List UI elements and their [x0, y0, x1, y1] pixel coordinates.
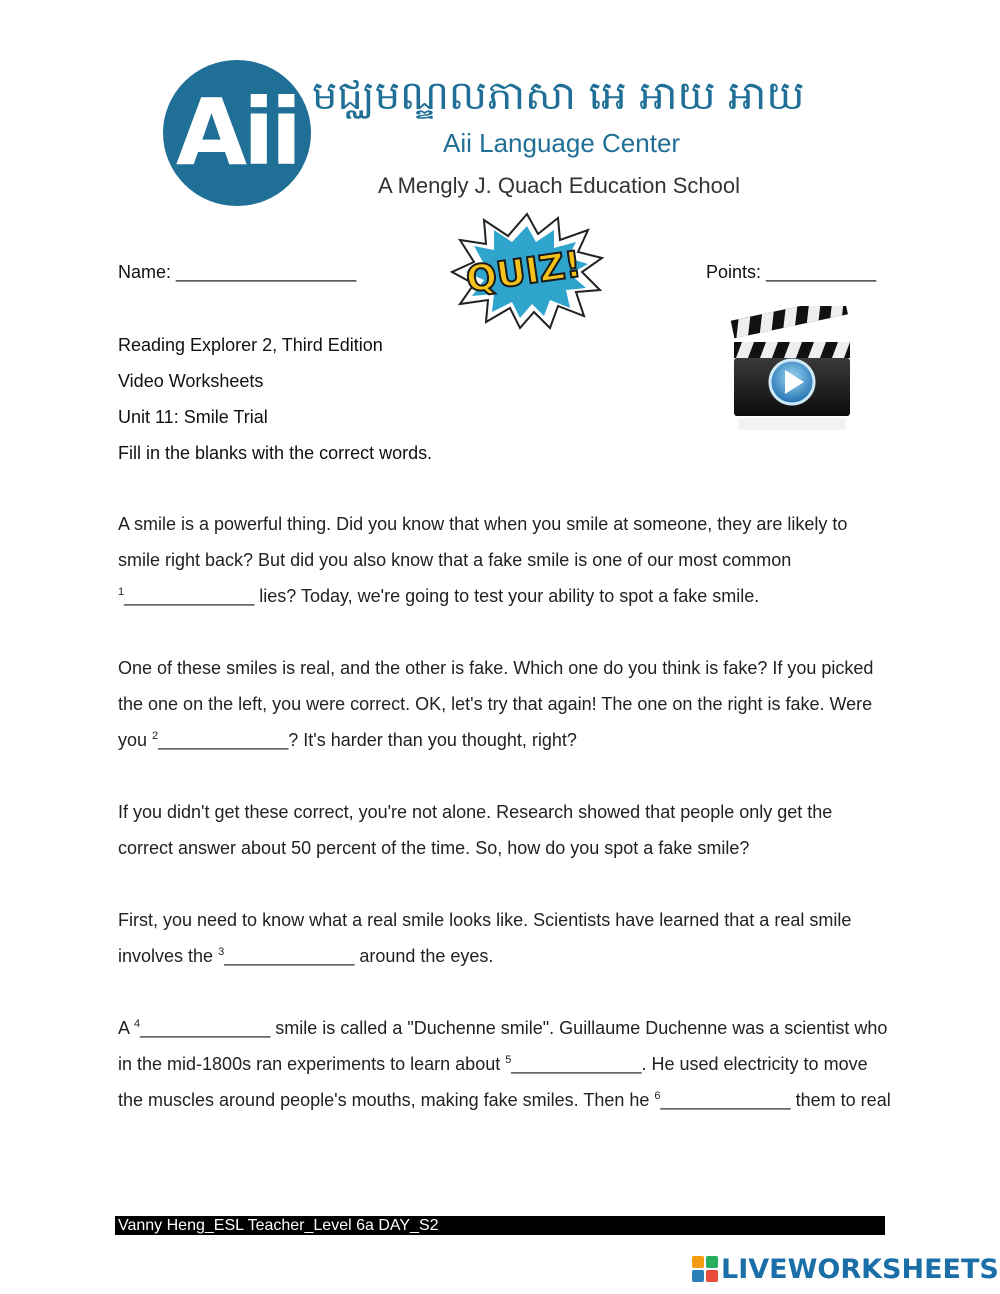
- blank-4-line[interactable]: _____________ smile is called a "Duchenne smile". Guillaume Duchenne was a scientist who: [140, 1018, 888, 1038]
- text-line: First, you need to know what a real smile looks like. Scientists have learned that a real smile: [118, 910, 852, 930]
- blank-3-line[interactable]: _____________ around the eyes.: [224, 946, 494, 966]
- liveworksheets-wordmark: LIVEWORKSHEETS: [721, 1253, 999, 1285]
- text-fragment: the muscles around people's mouths, making fake smiles. Then he: [118, 1090, 655, 1110]
- points-field-line: Points: ___________: [706, 262, 877, 282]
- text-fragment: involves the: [118, 946, 219, 966]
- worksheet-title: Video Worksheets: [118, 371, 264, 391]
- khmer-center-title: មជ្ឈមណ្ឌលភាសា អេ អាយ អាយ: [312, 73, 805, 119]
- text-line: [118, 1082, 898, 1118]
- paragraph-4: [118, 902, 898, 974]
- text-line: A smile is a powerful thing. Did you know that when you smile at someone, they are likely to: [118, 514, 848, 534]
- instruction: Fill in the blanks with the correct words.: [118, 443, 433, 463]
- paragraph-1: [118, 506, 898, 614]
- blank-number: 6: [654, 1090, 661, 1102]
- paragraph-2: [118, 650, 898, 758]
- text-line: [118, 938, 898, 974]
- blank-2-line[interactable]: _____________? It's harder than you thought, right?: [158, 730, 577, 750]
- blank-number: 5: [505, 1054, 512, 1066]
- liveworksheets-logo[interactable]: [692, 1252, 999, 1286]
- text-fragment: in the mid-1800s ran experiments to learn about: [118, 1054, 506, 1074]
- text-line: smile right back? But did you also know that a fake smile is one of our most common: [118, 550, 792, 570]
- text-fragment: you: [118, 730, 153, 750]
- text-fragment: A: [118, 1018, 135, 1038]
- aii-logo: [163, 60, 311, 206]
- text-line: If you didn't get these correct, you're not alone. Research showed that people only get the: [118, 802, 833, 822]
- blank-number: 3: [218, 946, 225, 958]
- book-title: Reading Explorer 2, Third Edition: [118, 335, 383, 355]
- text-line: One of these smiles is real, and the other is fake. Which one do you think is fake? If you picked: [118, 658, 874, 678]
- logo-letters: Aii: [175, 79, 299, 186]
- quiz-text: QUIZ!: [463, 244, 584, 301]
- paragraph-3: [118, 794, 898, 866]
- quiz-burst-icon: [450, 212, 605, 330]
- blank-number: 1: [118, 586, 125, 598]
- video-clapperboard-icon: [728, 306, 856, 436]
- blank-6-line[interactable]: _____________ them to real: [660, 1090, 891, 1110]
- blank-1-line[interactable]: _____________ lies? Today, we're going to test your ability to spot a fake smile.: [124, 586, 760, 606]
- blank-5-line[interactable]: _____________. He used electricity to move: [511, 1054, 868, 1074]
- name-field-line: Name: __________________: [118, 262, 357, 282]
- footer-bar: Vanny Heng_ESL Teacher_Level 6a DAY_S2: [115, 1216, 885, 1235]
- text-line: [118, 578, 898, 614]
- paragraph-5: [118, 1010, 898, 1118]
- text-line: correct answer about 50 percent of the time. So, how do you spot a fake smile?: [118, 838, 750, 858]
- center-name: Aii Language Center: [443, 128, 681, 158]
- blank-number: 4: [134, 1018, 141, 1030]
- text-line: the one on the left, you were correct. OK, let's try that again! The one on the right is fake. Were: [118, 694, 873, 714]
- liveworksheets-icon: [692, 1256, 718, 1282]
- blank-number: 2: [152, 730, 159, 742]
- school-name: A Mengly J. Quach Education School: [378, 173, 740, 198]
- text-line: [118, 722, 898, 758]
- unit-title: Unit 11: Smile Trial: [118, 407, 268, 427]
- text-line: [118, 1010, 898, 1046]
- text-line: [118, 1046, 898, 1082]
